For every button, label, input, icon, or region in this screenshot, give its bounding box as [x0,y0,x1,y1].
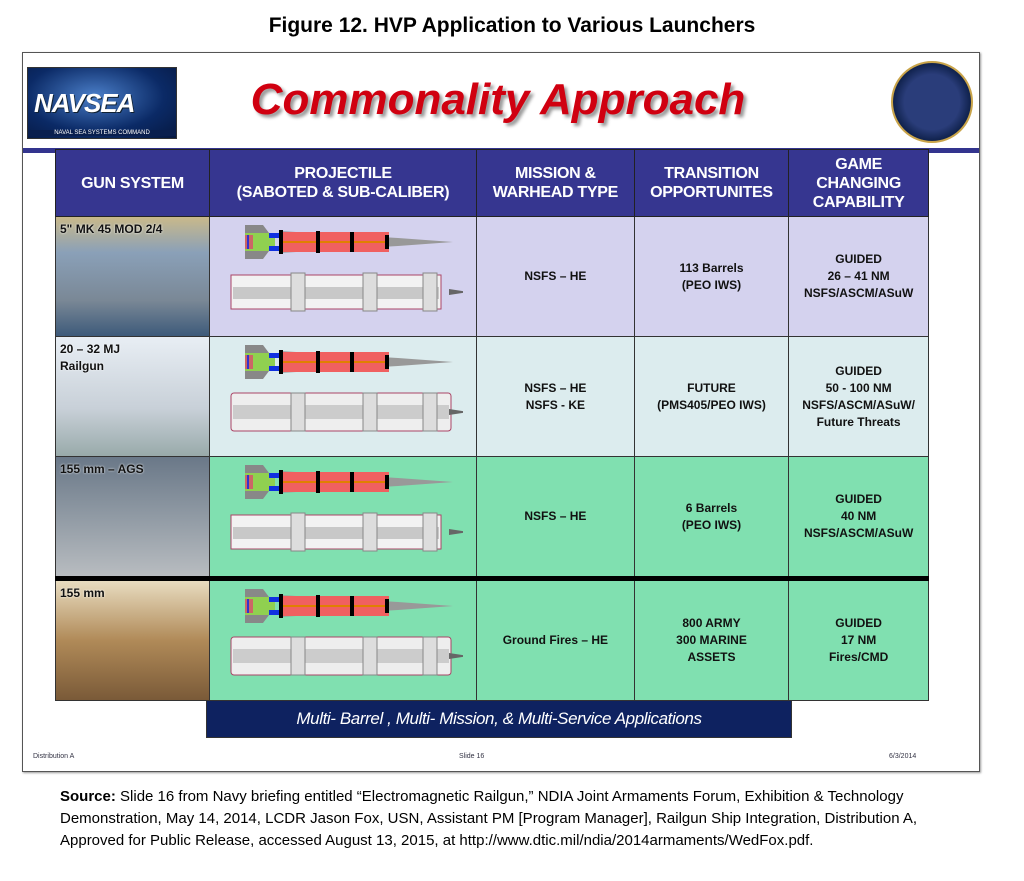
mission-cell: NSFS – HE [477,217,635,337]
gun-system-cell [56,579,210,701]
sabot-icon [231,637,463,675]
slide [22,52,980,772]
sub-caliber-projectile-icon [245,465,453,499]
gun-label: 155 mm – AGS [60,462,144,476]
capability-cell: GUIDED 17 NM Fires/CMD [789,579,929,701]
mission-cell: Ground Fires – HE [477,579,635,701]
sub-caliber-projectile-icon [245,589,453,623]
gun-system-cell [56,217,210,337]
slogan-banner: Multi- Barrel , Multi- Mission, & Multi-Service Applications [206,700,792,738]
table-row [56,217,929,337]
sabot-icon [231,273,463,311]
projectile-cell [210,457,477,579]
transition-cell: FUTURE (PMS405/PEO IWS) [634,337,788,457]
header-transition: TRANSITION OPPORTUNITES [634,150,788,217]
gun-label: 20 – 32 MJ Railgun [60,342,121,373]
header-capability: GAME CHANGING CAPABILITY [789,150,929,217]
projectile-cell [210,217,477,337]
projectile-cell [210,337,477,457]
navsea-logo: NAVSEA NAVAL SEA SYSTEMS COMMAND [27,67,177,139]
capability-cell: GUIDED 40 NM NSFS/ASCM/ASuW [789,457,929,579]
slide-title: Commonality Approach [250,75,746,124]
gun-label: 5" MK 45 MOD 2/4 [60,222,163,236]
footer-slide-number: Slide 16 [459,753,485,760]
header-projectile: PROJECTILE (SABOTED & SUB-CALIBER) [210,150,477,217]
table-row [56,457,929,579]
sub-caliber-projectile-icon [245,225,453,259]
projectile-cell [210,579,477,701]
footer-distribution: Distribution A [33,753,75,760]
capability-cell: GUIDED 50 - 100 NM NSFS/ASCM/ASuW/ Future Threats [789,337,929,457]
railgun-seal-logo [891,61,973,143]
mission-cell: NSFS – HE [477,457,635,579]
figure-title: Figure 12. HVP Application to Various Launchers [268,14,756,37]
sabot-icon [231,393,463,431]
footer-date: 6/3/2014 [889,753,917,760]
sub-caliber-projectile-icon [245,345,453,379]
table-row [56,337,929,457]
source-note: Source: Slide 16 from Navy briefing entitled “Electromagnetic Railgun,” NDIA Joint Armaments Forum, Exhibition & Technology Demonstration, May 14, 2014, LCDR Jason Fox, USN, Assistant PM [Program Manager], Railgun Ship Integration, Distribution A, Approved for Public Release, accessed August 13, 2015, at http://www.dtic.mil/ndia/2014armaments/WedFox.pdf. [60,788,918,849]
commonality-table [55,149,929,701]
transition-cell: 800 ARMY 300 MARINE ASSETS [634,579,788,701]
table-row [56,579,929,701]
transition-cell: 6 Barrels (PEO IWS) [634,457,788,579]
transition-cell: 113 Barrels (PEO IWS) [634,217,788,337]
gun-system-cell [56,337,210,457]
gun-label: 155 mm [60,586,105,600]
gun-system-cell [56,457,210,579]
capability-cell: GUIDED 26 – 41 NM NSFS/ASCM/ASuW [789,217,929,337]
header-gun-system: GUN SYSTEM [56,150,210,217]
header-mission: MISSION & WARHEAD TYPE [477,150,635,217]
mission-cell: NSFS – HE NSFS - KE [477,337,635,457]
sabot-icon [231,513,463,551]
